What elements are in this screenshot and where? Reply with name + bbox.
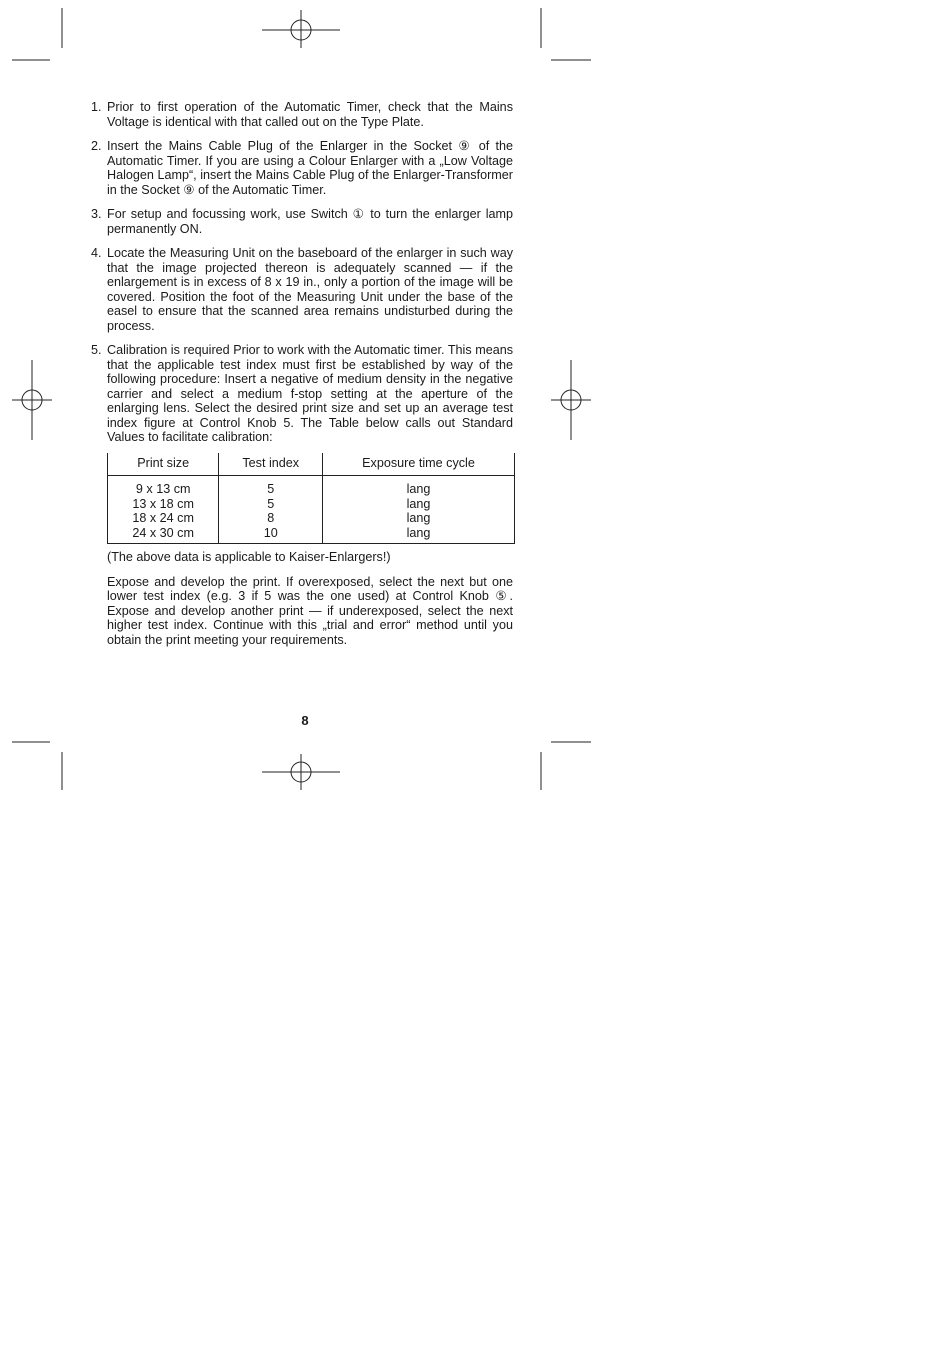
table-row <box>108 497 515 512</box>
column-header-print-size: Print size <box>108 453 219 476</box>
instruction-item <box>91 139 513 197</box>
table-note: (The above data is applicable to Kaiser-Enlargers!) <box>107 550 391 564</box>
table-header-row <box>108 453 515 476</box>
registration-mark-top <box>262 10 340 48</box>
instruction-item <box>91 246 513 333</box>
test-index-cell: 5 <box>219 476 323 497</box>
item-text: Prior to first operation of the Automatic Timer, check that the Mains Voltage is identical with that called out on the Type Plate. <box>107 100 513 129</box>
exposure-cycle-cell: lang <box>323 526 515 544</box>
item-number: 4. <box>91 246 102 260</box>
print-size-cell: 13 x 18 cm <box>108 497 219 512</box>
column-header-exposure-time-cycle: Exposure time cycle <box>323 453 515 476</box>
item-text: Insert the Mains Cable Plug of the Enlarger in the Socket ⑨ of the Automatic Timer. If you are using a Colour Enlarger with a „Low Voltage Halogen Lamp“, insert the Mains Cable Plug of the Enlarger-Transformer in the Socket ⑨ of the Automatic Timer. <box>107 139 513 197</box>
instructions-body <box>91 100 513 647</box>
registration-mark-left <box>12 360 52 440</box>
test-index-cell: 10 <box>219 526 323 544</box>
item-number: 5. <box>91 343 102 357</box>
test-index-cell: 8 <box>219 511 323 526</box>
exposure-cycle-cell: lang <box>323 497 515 512</box>
table-row <box>108 476 515 497</box>
calibration-paragraph: Expose and develop the print. If overexposed, select the next but one lower test index (e.g. 3 if 5 was the one used) at Control Knob ⑤. Expose and develop another print — if underexposed, select the next higher test index. Continue with this „trial and error“ method until you obtain the print meeting your requirements. <box>107 574 513 647</box>
item-number: 1. <box>91 100 102 114</box>
item-number: 2. <box>91 139 102 153</box>
print-size-cell: 18 x 24 cm <box>108 511 219 526</box>
table-row <box>108 526 515 544</box>
instruction-item <box>91 100 513 129</box>
standard-values-table <box>107 453 515 545</box>
item-text: Locate the Measuring Unit on the baseboard of the enlarger in such way that the image projected thereon is adequately scanned — if the enlargement is in excess of 8 x 19 in., only a portion of the image will be covered. Position the foot of the Measuring Unit under the base of the easel to ensure that the scanned area remains undisturbed during the process. <box>107 246 513 333</box>
test-index-cell: 5 <box>219 497 323 512</box>
item-text: Calibration is required Prior to work with the Automatic timer. This means that the applicable test index must first be established by way of the following procedure: Insert a negative of medium density in the negative carrier and select a medium f-stop setting at the aperture of the enlarging lens. Select the desired print size and set up an average test index figure at Control Knob 5. The Table below calls out Standard Values to facilitate calibration: <box>107 343 513 444</box>
column-header-test-index: Test index <box>219 453 323 476</box>
exposure-cycle-cell: lang <box>323 476 515 497</box>
registration-mark-right <box>551 360 591 440</box>
page-number: 8 <box>301 713 309 728</box>
item-text: For setup and focussing work, use Switch ① to turn the enlarger lamp permanently ON. <box>107 207 513 236</box>
instruction-item <box>91 207 513 236</box>
exposure-cycle-cell: lang <box>323 511 515 526</box>
print-size-cell: 9 x 13 cm <box>108 476 219 497</box>
table-row <box>108 511 515 526</box>
item-number: 3. <box>91 207 102 221</box>
print-size-cell: 24 x 30 cm <box>108 526 219 544</box>
instruction-item <box>91 343 513 647</box>
registration-mark-bottom <box>262 754 340 790</box>
